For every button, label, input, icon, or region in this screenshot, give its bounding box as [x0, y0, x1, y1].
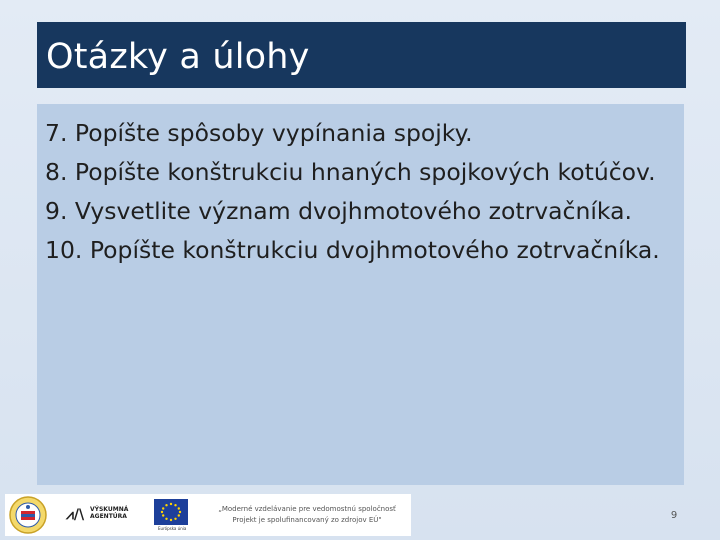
- agentura-name-line2: AGENTÚRA: [90, 513, 127, 520]
- eu-caption: Európska únia: [158, 526, 187, 531]
- page-number: 9: [670, 510, 678, 521]
- slide-title: Otázky a úlohy: [46, 37, 310, 77]
- footer: [0, 490, 720, 540]
- school-seal-icon: [8, 495, 48, 535]
- motto-line1: „Moderné vzdelávanie pre vedomostnú spoločnosť: [218, 505, 396, 513]
- question-item: 7. Popíšte spôsoby vypínania spojky.: [45, 119, 473, 147]
- content-box: [37, 104, 684, 485]
- question-item: 9. Vysvetlite význam dvojhmotového zotrvačníka.: [45, 197, 632, 225]
- agentura-mark-icon: ⩘/\: [66, 507, 85, 523]
- agentura-logo-icon: [66, 504, 136, 528]
- agentura-name-line1: VÝSKUMNÁ: [90, 506, 129, 513]
- question-item: 10. Popíšte konštrukciu dvojhmotového zotrvačníka.: [45, 236, 660, 264]
- footer-motto: [203, 504, 411, 526]
- motto-line2: Projekt je spolufinancovaný zo zdrojov EÚ": [232, 516, 382, 524]
- question-item: 8. Popíšte konštrukciu hnaných spojkových kotúčov.: [45, 158, 656, 186]
- title-bar: [37, 22, 686, 88]
- question-list: [45, 114, 676, 270]
- eu-flag-icon: [154, 499, 188, 525]
